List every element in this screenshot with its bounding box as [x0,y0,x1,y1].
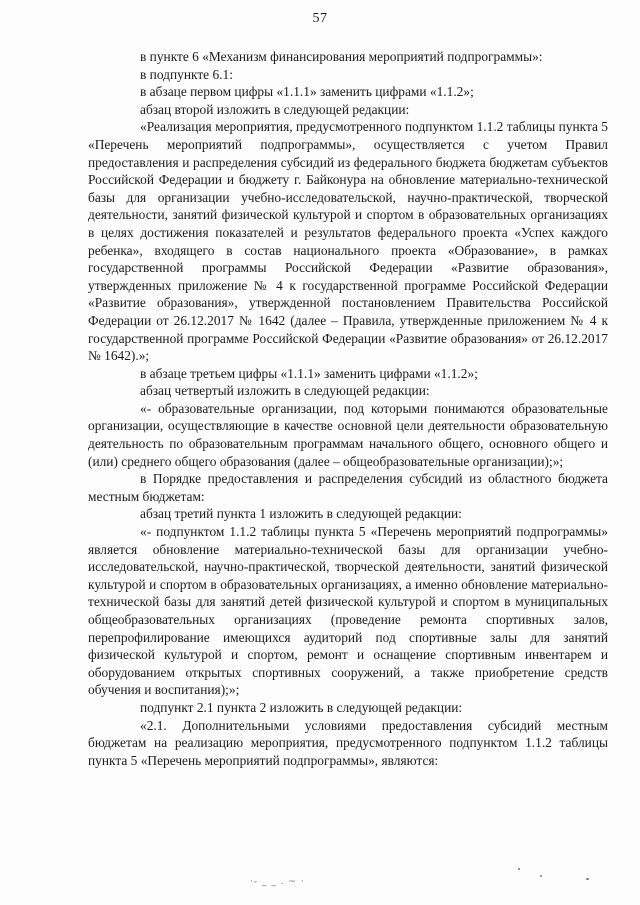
paragraph: в абзаце третьем цифры «1.1.1» заменить цифрами «1.1.2»; [140,365,478,381]
scan-speck [586,878,589,880]
paragraph: в абзаце первом цифры «1.1.1» заменить цифрами «1.1.2»; [140,84,474,100]
paragraph: абзац второй изложить в следующей редакции: [140,101,410,117]
paragraph: абзац третий пункта 1 изложить в следующей редакции: [140,506,462,522]
paragraph: в пункте 6 «Механизм финансирования мероприятий подпрограммы»: [140,49,543,64]
page-number: 57 [312,11,328,26]
paragraph: «- подпунктом 1.1.2 таблицы пункта 5 «Перечень мероприятий подпрограммы» является обновление материально-технической базы для организации учебно-исследовательской, научно-практической, творческой деятельности, занятий физической культурой и спортом в образовательных организациях, а именно обновление материально-технической базы для занятий детей физической культурой и спортом в муниципальных общеобразовательных организациях (проведение ремонта спортивных залов, перепрофилирование имеющихся аудиторий под спортивные залы для занятий физической культурой и спортом, ремонт и оснащение спортивным инвентарем и оборудованием открытых спортивных сооружений, а также приобретение средств обучения и воспитания);»; [88,524,608,698]
paragraph: подпункт 2.1 пункта 2 изложить в следующей редакции: [140,699,463,715]
scan-artifact: ·- _ _ . ~ · [250,877,305,887]
paragraph: абзац четвертый изложить в следующей редакции: [140,383,430,399]
scan-speck [518,868,520,870]
paragraph: «- образовательные организации, под которыми понимаются образовательные организации, осуществляющие в качестве основной цели деятельности образовательную деятельность по образовательным программам начального общего, основного общего и (или) среднего общего образования (далее – общеобразовательные организации);»; [88,400,608,469]
paragraph: в подпункте 6.1: [140,66,233,82]
paragraph: «Реализация мероприятия, предусмотренного подпунктом 1.1.2 таблицы пункта 5 «Перечень мероприятий подпрограммы», осуществляется с учетом Правил предоставления и распределения субсидий из федерального бюджета бюджетам субъектов Российской Федерации и бюджету г. Байконура на обновление материально-технической базы для организации учебно-исследовательской, научно-практической, творческой деятельности, занятий физической культурой и спортом в образовательных организациях в целях достижения показателей и результатов федерального проекта «Успех каждого ребенка», входящего в состав национального проекта «Образование», в рамках государственной программы Российской Федерации «Развитие образования», утвержденных приложение № 4 к государственной программе Российской Федерации «Развитие образования», утвержденной постановлением Правительства Российской Федерации от 26.12.2017 № 1642 (далее – Правила, утвержденные приложением № 4 к государственной программе Российской Федерации «Развитие образования» от 26.12.2017 № 1642).»; [88,119,608,364]
scan-speck [540,875,542,877]
paragraph: «2.1. Дополнительными условиями предоставления субсидий местным бюджетам на реализацию мероприятия, предусмотренного подпунктом 1.1.2 таблицы пункта 5 «Перечень мероприятий подпрограммы», являются: [88,717,608,768]
paragraph: в Порядке предоставления и распределения субсидий из областного бюджета местным бюджетам: [88,471,608,504]
document-body [88,48,608,769]
